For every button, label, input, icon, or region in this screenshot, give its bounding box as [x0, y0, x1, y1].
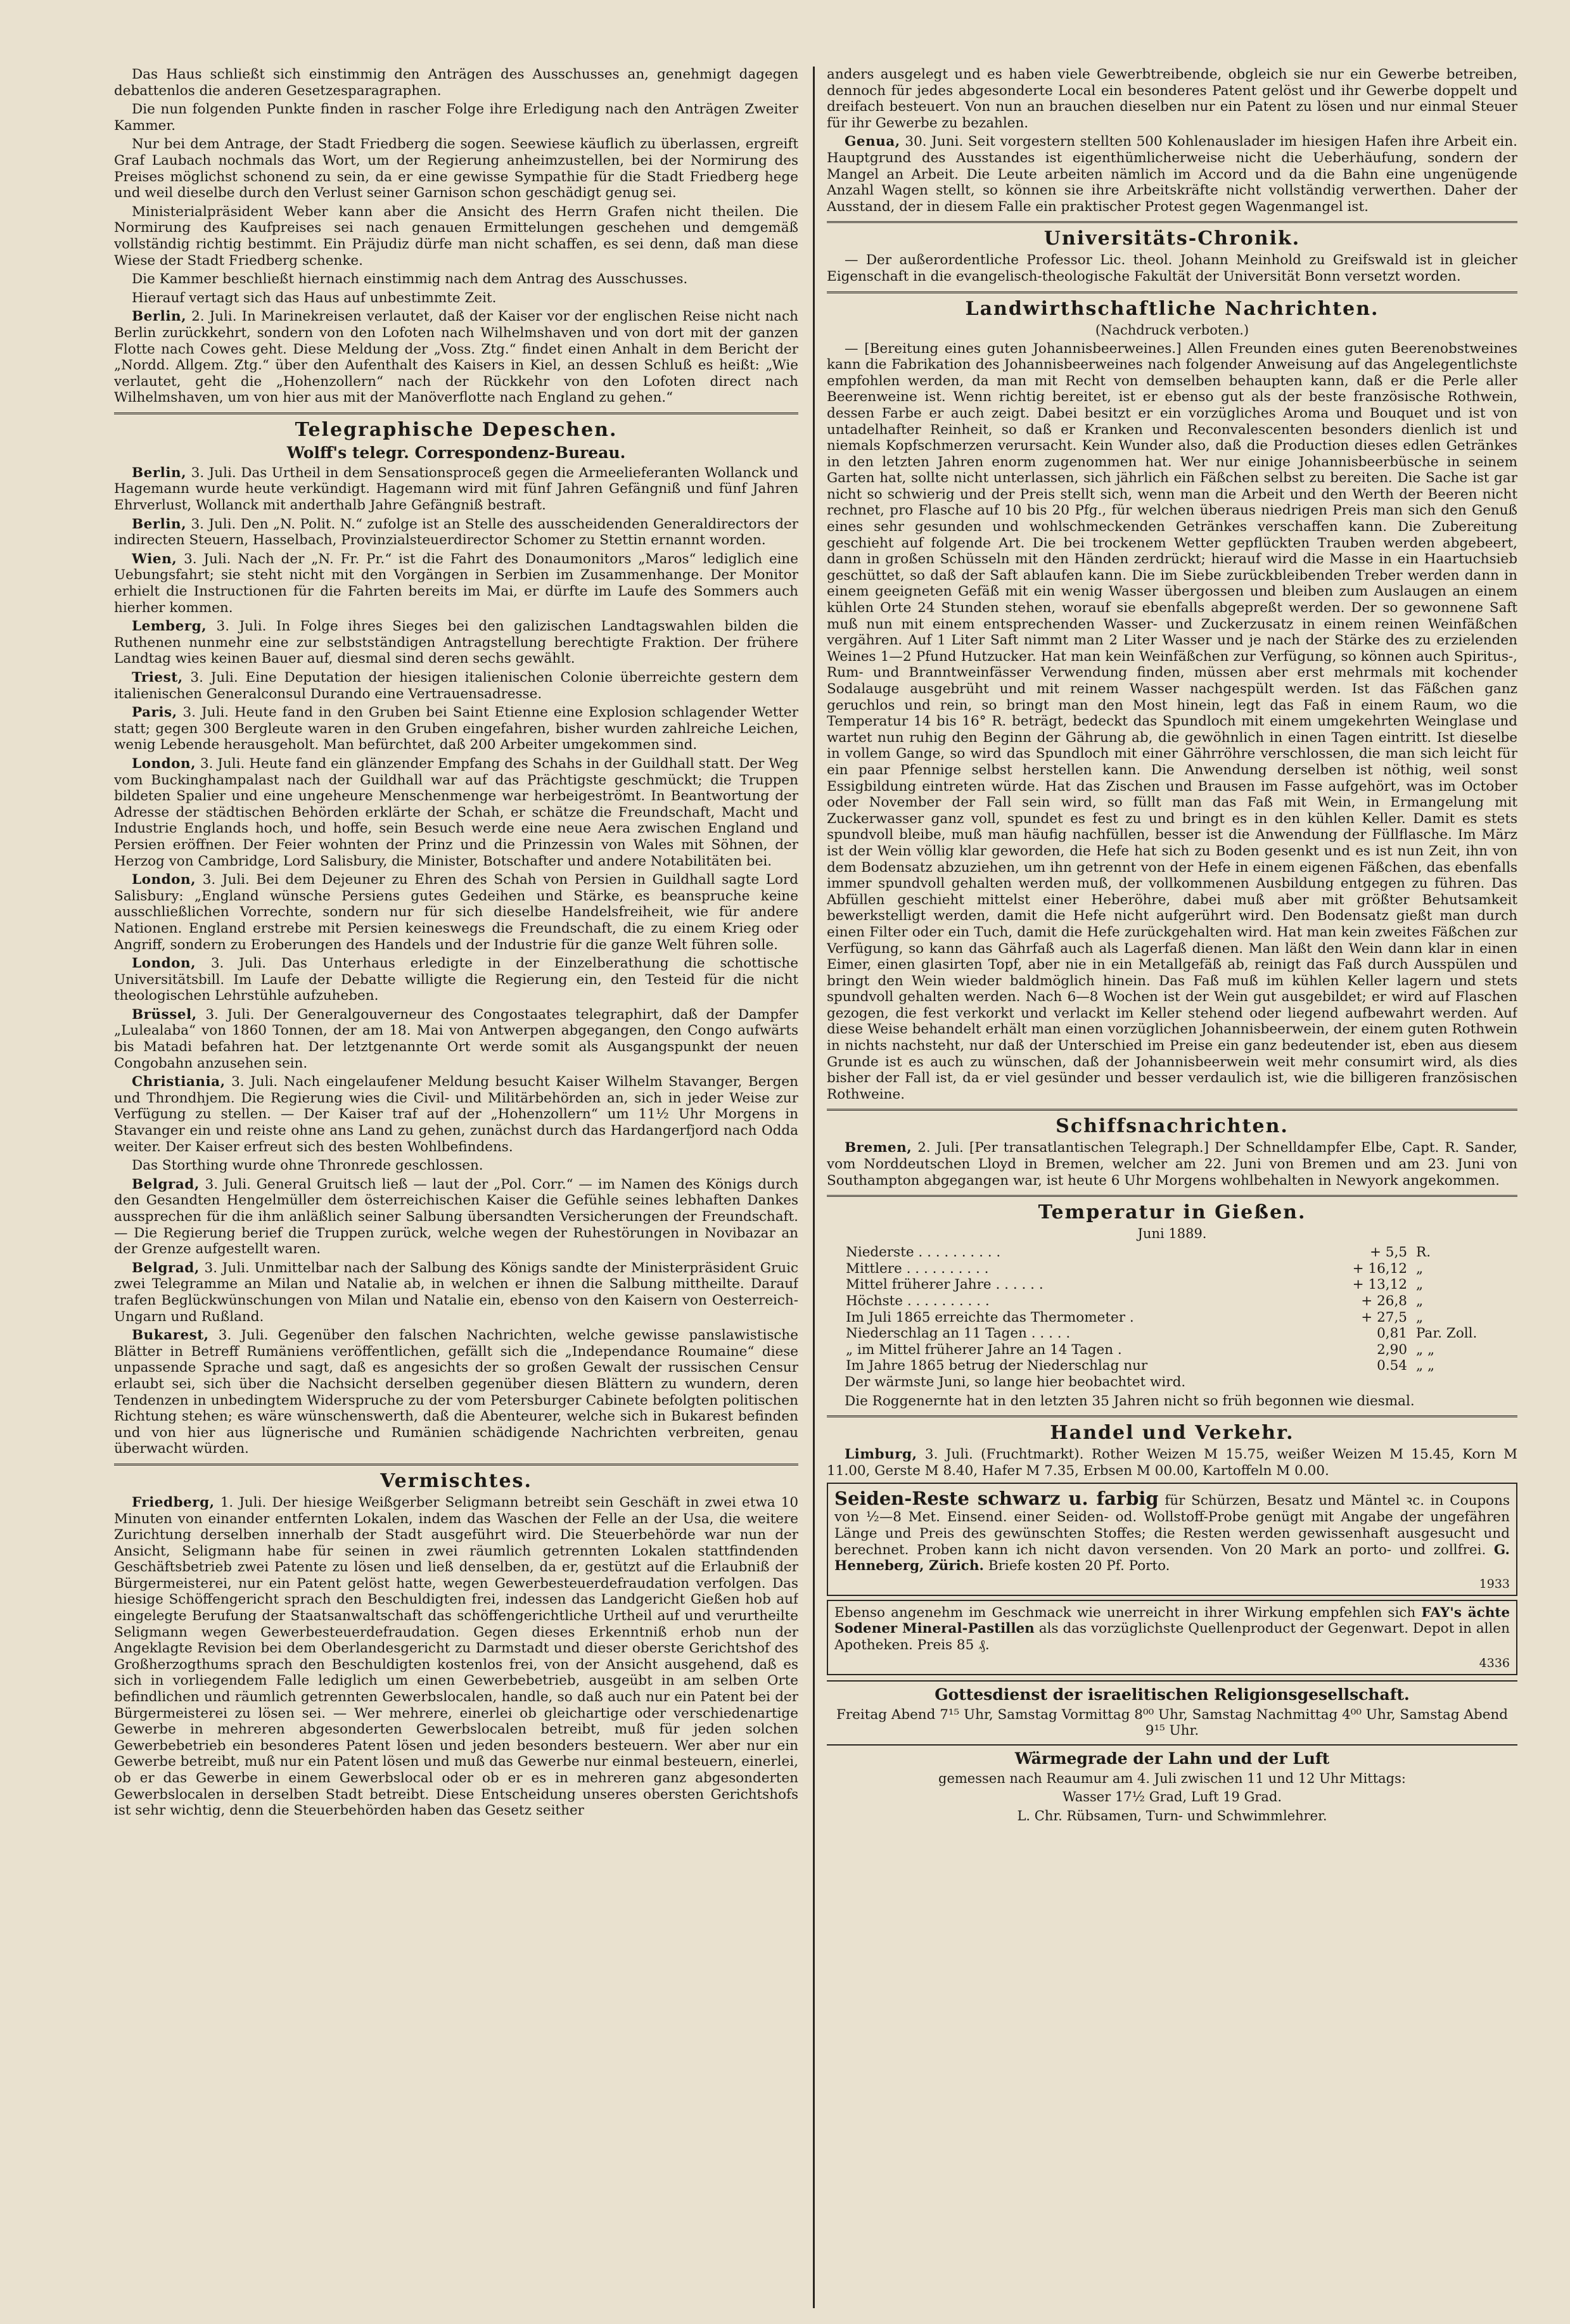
left-column	[114, 67, 798, 2308]
article-text: 3. Juli. In Folge ihres Sieges bei den galizischen Landtagswahlen bilden die Ruthenen nunmehr eine zur selbstständigen Antragstellung berechtigte Fraktion. Der frühere Landtag wies keinen Bauer auf, diesmal sind deren sechs gewählt.	[114, 618, 798, 667]
telegram	[114, 1158, 798, 1174]
column-rule	[813, 67, 815, 2308]
handel-heading: Handel und Verkehr.	[1050, 1422, 1294, 1445]
temperature-value: 0.54	[1377, 1358, 1407, 1374]
dateline: London,	[132, 872, 196, 888]
article-text: 3. Juli. General Gruitsch ließ — laut der „Pol. Corr.“ — im Namen des Königs durch den Gesandten Hengelmüller dem österreichischen Kaiser die Gefühle seines lebhaften Dankes aussprechen für die ihm anläßlich seiner Salbung übersandten Versicherungen der Freundschaft. — Die Regierung berief die Truppen zurück, welche wegen der Ruhestörungen in Novibazar an der Grenze aufgestellt waren.	[114, 1176, 798, 1258]
temperature-value: + 27,5	[1361, 1309, 1407, 1325]
intro-paragraph-1: Das Haus schließt sich einstimmig den Anträgen des Ausschusses an, genehmigt dagegen debattenlos die anderen Gesetzesparagraphen.	[114, 67, 798, 99]
article-text: 3. Juli. Bei dem Dejeuner zu Ehren des Schah von Persien in Guildhall sagte Lord Salisbury: „England wünsche Persiens gutes Gedeihen und Stärke, es beanspruche keine ausschließlichen Vorrechte, sondern nur für sich dieselbe Handelsfreiheit, wie für andere Nationen. England erstrebe mit Persien keineswegs die Freundschaft, die zu einem Krieg oder Angriff, sondern zu Eroberungen des Handels und der Industrie für die ganze Welt führen solle.	[114, 872, 798, 953]
article-text: 1. Juli. Der hiesige Weißgerber Seligmann betreibt sein Geschäft in zwei etwa 10 Minuten von einander entfernten Lokalen, indem das Waschen der Felle an der Usa, die weitere Zurichtung derselben innerhalb der Stadt ausgeführt wird. Die Steuerbehörde war nun der Ansicht, Seligmann habe für seinen in zwei räumlich getrennten Lokalen stattfindenden Geschäftsbetrieb zwei Patente zu lösen und ließ denselben, da er, gestützt auf die Erlaubniß der Bürgermeisterei, nur ein Patent gelöst hatte, wegen Gewerbesteuerdefraudation verfolgen. Das hiesige Schöffengericht sprach den Beschuldigten frei, indessen das Landgericht Gießen hob auf eingelegte Berufung der Staatsanwaltschaft das schöffengerichtliche Urtheil auf und verurtheilte Seligmann wegen Gewerbesteuerdefraudation. Gegen dieses Erkenntniß erhob nun der Angeklagte Revision bei dem Oberlandesgericht zu Darmstadt und dieser oberste Gerichtshof des Großherzogthums sprach den Beschuldigten kostenlos frei, von der Ansicht ausgehend, daß es sich in vorliegendem Falle lediglich um einen Gewerbebetrieb, ausgeübt in am selben Orte befindlichen und räumlich getrennten Gewerbslocalen, handle, so daß auch nur ein Patent bei der Bürgermeisterei zu lösen sei. — Wer mehrere, einerlei ob gleichartige oder verschiedenartige Gewerbe in mehreren abgesonderten Gewerbslocalen betreibt, muß für jeden solchen Gewerbebetrieb ein besonderes Patent lösen und jeden besonders besteuern. Wer aber nur ein Gewerbe betreibt, muß nur ein Patent lösen und muß das Gewerbe nur einmal besteuern, einerlei, ob er das Gewerbe in einem Gewerbslocal oder ob er es in mehreren ganz abgesonderten Gewerbslocalen in derselben Stadt betreibt. Diese Entscheidung unseres obersten Gerichtshofs ist sehr wichtig, denn die Steuerbehörden haben das Gesetz seither	[114, 1494, 798, 1819]
temperature-value: + 5,5	[1369, 1244, 1407, 1261]
temperature-label: Mittel früherer Jahre . . . . . .	[846, 1277, 1043, 1293]
gottesdienst-text: Freitag Abend 7¹⁵ Uhr, Samstag Vormittag 8⁰⁰ Uhr, Samstag Nachmittag 4⁰⁰ Uhr, Samstag Abend 9¹⁵ Uhr.	[836, 1706, 1509, 1739]
dateline: Berlin,	[132, 464, 187, 481]
temperature-unit: „	[1416, 1293, 1424, 1309]
intro-paragraph-3: Nur bei dem Antrage, der Stadt Friedberg die sogen. Seewiese käuflich zu überlassen, ergreift Graf Laubach nochmals das Wort, um der Regierung anheimzustellen, bei der Normirung des Preises möglichst schonend zu sein, da er eine gewisse Sympathie für die Stadt Friedberg hege und weil dieselbe durch den Verlust seiner Garnison schon geschädigt genug sei.	[114, 136, 798, 201]
telegram	[114, 618, 798, 667]
article-text: 3. Juli. Nach der „N. Fr. Pr.“ ist die Fahrt des Donaumonitors „Maros“ lediglich eine Uebungsfahrt; sie steht nicht mit den Vorgängen in Serbien im Zusammenhange. Der Monitor erhielt die Instructionen für die Fahrten bereits im Mai, er dürfte im Laufe des Sommers auch hierher kommen.	[114, 551, 798, 616]
telegraph-subheading: Wolff's telegr. Correspondenz-Bureau.	[286, 443, 626, 462]
dateline: Lemberg,	[132, 618, 207, 635]
dateline: London,	[132, 755, 196, 772]
section-divider	[114, 412, 798, 414]
section-divider	[827, 1744, 1517, 1746]
temperature-row	[827, 1261, 1517, 1277]
temperature-label: Im Jahre 1865 betrug der Niederschlag nur	[846, 1358, 1148, 1374]
waerme-line: Wasser 17½ Grad, Luft 19 Grad.	[1062, 1789, 1282, 1805]
article-text: 2. Juli. In Marinekreisen verlautet, daß der Kaiser vor der englischen Reise nicht nach Berlin zurückkehrt, sondern von den Lofoten nach Wilhelmshaven und von dort mit der ganzen Flotte nach Cowes geht. Diese Meldung der „Voss. Ztg.“ findet einen Anhalt in dem Bericht der „Nordd. Allgem. Ztg.“ über den Aufenthalt des Kaisers in Kiel, an dessen Schluß es heißt: „Wie verlautet, geht die „Hohenzollern“ nach der Rückkehr von den Lofoten direct nach Wilhelmshaven, um von hier aus mit der Manöverflotte nach England zu gehen.“	[114, 309, 798, 406]
section-divider	[827, 291, 1517, 293]
ad-brand: FAY's ächte Sodener Mineral-Pastillen	[834, 1604, 1510, 1637]
article-text: 3. Juli. Der Generalgouverneur des Congostaates telegraphirt, daß der Dampfer „Lulealaba“ von 1860 Tonnen, der am 18. Mai von Antwerpen abgegangen, den Congo aufwärts bis Matadi befahren hat. Der letztgenannte Ort werde somit als Ausgangspunkt der neuen Congobahn anzusehen sein.	[114, 1006, 798, 1071]
temperature-unit: „	[1416, 1277, 1424, 1293]
article-text: 3. Juli. Unmittelbar nach der Salbung des Königs sandte der Ministerpräsident Gruic zwei Telegramme an Milan und Natalie ab, in welchen er ihnen die Salbung mittheilte. Darauf trafen Beglückwünschungen von Milan und Natalie ein, ebenso von den Kaisern von Oesterreich-Ungarn und Rußland.	[114, 1260, 798, 1325]
schiffs-heading: Schiffsnachrichten.	[1056, 1115, 1289, 1138]
article-text: 3. Juli. Nach eingelaufener Meldung besucht Kaiser Wilhelm Stavanger, Bergen und Throndhjem. Die Regierung wies die Civil- und Militärbehörden an, sich in jeder Weise zur Verfügung zu stellen. — Der Kaiser traf auf der „Hohenzollern“ um 11½ Uhr Morgens in Stavanger ein und reiste ohne ans Land zu gehen, zunächst durch das Hardangerfjord nach Odda weiter. Der Kaiser erfreut sich des besten Wohlbefindens.	[114, 1074, 798, 1155]
temperature-value: + 16,12	[1352, 1260, 1407, 1277]
dateline: Berlin,	[132, 309, 187, 325]
right-column	[827, 67, 1517, 2308]
dateline: Brüssel,	[132, 1006, 197, 1023]
article-text: 30. Juni. Seit vorgestern stellten 500 Kohlenauslader im hiesigen Hafen ihre Arbeit ein. Hauptgrund des Ausstandes ist eigenthümlicherweise nicht die Ueberhäufung, sondern der Mangel an Arbeit. Die Leute arbeiten nämlich im Accord und da die Bahn eine ungenügende Anzahl Wagen stellt, so können sie ihre Arbeitskräfte nicht vollständig verwerthen. Daher der Ausstand, der in diesem Falle ein praktischer Protest gegen Wagenmangel ist.	[827, 134, 1517, 215]
dateline: Belgrad,	[132, 1260, 200, 1276]
temperature-note: Die Roggenernte hat in den letzten 35 Jahren nicht so früh begonnen wie diesmal.	[845, 1393, 1415, 1409]
temperature-unit: „ „	[1416, 1358, 1435, 1374]
intro-paragraph-2: Die nun folgenden Punkte finden in rascher Folge ihre Erledigung nach den Anträgen Zweiter Kammer.	[114, 101, 798, 134]
ad-number: 4336	[1479, 1656, 1510, 1670]
telegraph-heading: Telegraphische Depeschen.	[295, 418, 618, 441]
temperature-row	[827, 1358, 1517, 1374]
section-divider	[827, 1680, 1517, 1682]
telegram	[114, 955, 798, 1004]
landwirth-text: — [Bereitung eines guten Johannisbeerweines.] Allen Freunden eines guten Beerenobstweines kann die Fabrikation des Johannisbeerweines nach folgender Anweisung auf das Angelegentlichste empfohlen werden, da man mit Recht von demselben behaupten kann, daß er die Perle aller Beerenweine ist. Wenn richtig bereitet, ist er ebenso gut als der beste französische Rothwein, dessen Farbe er auch zeigt. Dabei besitzt er ein vorzügliches Aroma und Bouquet und ist von untadelhafter Reinheit, so daß er Kranken und Reconvalescenten besonders dienlich ist und niemals Kopfschmerzen verursacht. Kein Wunder also, daß die Production dieses edlen Getränkes in den letzten Jahren enorm zugenommen hat. Wer nur einige Johannisbeerbüsche in seinem Garten hat, sollte nicht unterlassen, sich jährlich ein Fäßchen selbst zu bereiten. Die Sache ist gar nicht so schwierig und der Preis stellt sich, wenn man die Arbeit und den Werth der Beeren nicht rechnet, pro Flasche auf 10 bis 20 Pfg., für welchen überaus niedrigen Preis man sich den Genuß eines sehr gesunden und wohlschmeckenden Getränkes verschaffen kann. Die Zubereitung geschieht auf folgende Art. Die bei trockenem Wetter gepflückten Trauben werden abgebeert, dann in großen Schüsseln mit den Händen zerdrückt; hierauf wird die Masse in ein Haartuchsieb geschüttet, so daß der Saft ablaufen kann. Die im Siebe zurückbleibenden Treber werden dann in einem geeigneten Gefäß mit ein wenig Wasser übergossen und bleiben zum Auslaugen an einem kühlen Orte 24 Stunden stehen, worauf sie ebenfalls abgepreßt werden. Der so gewonnene Saft muß nun mit einem entsprechenden Wasser- und Zuckerzusatz in einem reinen Weinfäßchen vergähren. Auf 1 Liter Saft nimmt man 2 Liter Wasser und je nach der Stärke des zu erzielenden Weines 1—2 Pfund Hutzucker. Hat man kein Weinfäßchen zur Verfügung, so können auch Spiritus-, Rum- und Branntweinfässer Verwendung finden, müssen aber erst mehrmals mit kochender Sodalauge ausgebrüht und mit reinem Wasser nachgespült werden. Ist das Fäßchen ganz geruchlos und rein, so bringt man den Most hinein, legt das Faß in einem Raum, wo die Temperatur 14 bis 16° R. beträgt, bedeckt das Spundloch mit einem umgekehrten Weinglase und wartet nun ruhig den Beginn der Gährung ab, die gewöhnlich in einen Tagen eintritt. Ist dieselbe in vollem Gange, so wird das Spundloch mit einer Gährröhre verschlossen, die man sich leicht für ein paar Pfennige selbst herstellen kann. Die Anwendung derselben ist nöthig, weil sonst Essigbildung eintreten würde. Hat das Zischen und Brausen im Fasse aufgehört, was im October oder November der Fall sein wird, so füllt man das Faß mit Wein, in Ermangelung mit Zuckerwasser ganz voll, spundet es fest zu und bringt es in den kühlen Keller. Damit es stets spundvoll bleibe, muß man häufig nachfüllen, besser ist die Anwendung der Füllflasche. Im März ist der Wein völlig klar geworden, die Hefe hat sich zu Boden gesenkt und es ist nun Zeit, ihn von dem Bodensatz abzuziehen, um ihn getrennt von der Hefe in einem eigenen Fäßchen, das ebenfalls immer spundvoll gehalten werden muß, der vollkommenen Ausbildung entgegen zu führen. Das Abfüllen geschieht mittelst einer Heberöhre, dabei muß aber mit größter Behutsamkeit bewerkstelligt werden, damit die Hefe nicht aufgerührt wird. Den Bodensatz gießt man durch einen Filter oder ein Tuch, damit die Hefe zurückgehalten wird. Hat man kein zweites Fäßchen zur Verfügung, so kann das Gährfaß auch als Lagerfaß dienen. Man läßt den Wein dann klar in einen Eimer, einen glasirten Topf, aber nie in ein Metallgefäß ab, reinigt das Faß durch Ausspülen und bringt den Wein wieder baldmöglich hinein. Das Faß muß im kühlen Keller lagern und stets spundvoll gehalten werden. Nach 6—8 Wochen ist der Wein gut ausgebildet; er wird auf Flaschen gezogen, die fest verkorkt und verlackt im Keller stehend oder liegend aufbewahrt werden. Auf diese Weise behandelt erhält man einen vorzüglichen Johannisbeerwein, der einem guten Rothwein in nichts nachsteht, nur daß der Unterschied im Preise ein ganz bedeutender ist, eben aus diesem Grunde ist es auch zu wünschen, daß der Johannisbeerwein weit mehr consumirt wird, als dies bisher der Fall ist, da er viel gesünder und besser verdaulich ist, wie die billigeren französischen Rothweine.	[827, 340, 1517, 1102]
temperature-heading: Temperatur in Gießen.	[1038, 1201, 1306, 1224]
landwirth-heading: Landwirthschaftliche Nachrichten.	[965, 297, 1379, 320]
temperature-row	[827, 1310, 1517, 1326]
dateline: Bremen,	[845, 1140, 912, 1156]
temperature-value: 2,90	[1377, 1341, 1407, 1358]
ad-body	[834, 1605, 1510, 1654]
genua-report	[827, 134, 1517, 215]
dateline: Wien,	[132, 551, 177, 567]
vermischtes-article	[114, 1495, 798, 1819]
dateline: Genua,	[845, 134, 900, 150]
ad-text: für Schürzen, Besatz und Mäntel ꝛc. in Coupons von ½—8 Met. Einsend. einer Seiden- od. Wollstoff-Probe genügt mit Angabe der ungefähren Länge und Preis des gewünschten Stoffes; die Resten werden gewissenhaft ausgesucht und berechnet. Proben kann ich nicht davon versenden. Von 20 Mark an porto- und zollfrei.	[834, 1493, 1510, 1558]
telegram	[114, 1007, 798, 1071]
temperature-row	[827, 1293, 1517, 1310]
ad-firm: G. Henneberg, Zürich.	[834, 1542, 1510, 1574]
ad-body	[834, 1488, 1510, 1574]
waerme-line: L. Chr. Rübsamen, Turn- und Schwimmlehrer.	[1017, 1808, 1327, 1823]
telegram	[114, 1177, 798, 1258]
advertisement-pastilles	[827, 1600, 1517, 1675]
article-text: 3. Juli. Eine Deputation der hiesigen italienischen Colonie überreichte gestern dem italienischen Generalconsul Durando eine Vertrauensadresse.	[114, 670, 798, 702]
article-text: 3. Juli. Das Urtheil in dem Sensationsproceß gegen die Armeelieferanten Wollanck und Hagemann wurde heute verkündigt. Hagemann wird mit fünf Jahren Gefängniß und fünf Jahren Ehrverlust, Wollanck mit anderthalb Jahre Gefängniß bestraft.	[114, 464, 798, 514]
article-text: 3. Juli. Heute fand ein glänzender Empfang des Schahs in der Guildhall statt. Der Weg vom Buckinghampalast nach der Guildhall war auf das Prächtigste geschmückt; die Truppen bildeten Spalier und eine ungeheure Menschenmenge war herbeigeströmt. In Beantwortung der Adresse der städtischen Behörden erklärte der Schah, er schätze die Freundschaft, Macht und Industrie Englands hoch, und hoffe, sein Besuch werde eine neue Aera zwischen England und Persien eröffnen. Der Feier wohnten der Prinz und die Prinzessin von Wales mit Söhnen, der Herzog von Cambridge, Lord Salisbury, die Minister, Botschafter und andere Notabilitäten bei.	[114, 755, 798, 869]
ad-title: Seiden-Reste schwarz u. farbig	[834, 1488, 1159, 1510]
article-text: Das Storthing wurde ohne Thronrede geschlossen.	[132, 1158, 483, 1174]
dateline: London,	[132, 955, 196, 972]
universitaet-text: — Der außerordentliche Professor Lic. theol. Johann Meinhold zu Greifswald ist in gleicher Eigenschaft in die evangelisch-theologische Fakultät der Universität Bonn versetzt worden.	[827, 252, 1517, 284]
dateline: Friedberg,	[132, 1494, 215, 1510]
telegram	[114, 872, 798, 953]
temperature-row	[827, 1325, 1517, 1342]
dateline: Triest,	[132, 670, 183, 686]
intro-paragraph-5: Die Kammer beschließt hiernach einstimmig nach dem Antrag des Ausschusses.	[132, 271, 688, 288]
temperature-row	[827, 1342, 1517, 1358]
ad-text: als das vorzüglichste Quellenproduct der Gegenwart. Depot in allen Apotheken. Preis 85 ₰.	[834, 1621, 1510, 1653]
vermischtes-heading: Vermischtes.	[380, 1469, 532, 1492]
article-text: 3. Juli. Gegenüber den falschen Nachrichten, welche gewisse panslawistische Blätter in Betreff Rumäniens veröffentlichen, gefällt sich die „Independance Roumaine“ diese unpassende Sprache und sagt, daß es angesichts der so großen Gewalt der russischen Censur erlaubt sei, sich über die Nachsicht derselben gegenüber diesen Blättern zu wundern, deren Tendenzen in unbedingtem Widerspruche zu der vom Petersburger Cabinete befolgten politischen Richtung stehen; es wäre wünschenswerth, daß die Abenteurer, welche sich in Bukarest befinden und von hier aus lügnerische und Rumänien schädigende Nachrichten verbreiten, genau überwacht würden.	[114, 1327, 798, 1457]
temperature-label: „ im Mittel früherer Jahre an 14 Tagen .	[846, 1341, 1122, 1358]
dateline: Limburg,	[845, 1446, 917, 1463]
temperature-label: Niederschlag an 11 Tagen . . . . .	[846, 1325, 1071, 1342]
telegram	[114, 551, 798, 616]
telegram	[114, 1327, 798, 1457]
temperature-unit: „	[1416, 1260, 1424, 1277]
temperature-note: Der wärmste Juni, so lange hier beobachtet wird.	[845, 1374, 1186, 1390]
article-text: 3. Juli. Das Unterhaus erledigte in der Einzelberathung die schottische Universitätsbill. Im Laufe der Debatte willigte die Regierung ein, den Testeid für die nicht theologischen Lehrstühle aufzuheben.	[114, 955, 798, 1004]
intro-paragraph-6: Hierauf vertagt sich das Haus auf unbestimmte Zeit.	[132, 290, 497, 306]
intro-paragraph-4: Ministerialpräsident Weber kann aber die Ansicht des Herrn Grafen nicht theilen. Die Normirung des Kaufpreises sei nach genauen Ermittelungen geschehen und demgemäß vollständig richtig bestimmt. Ein Präjudiz dürfe man nicht schaffen, es sei denn, daß man diese Wiese der Stadt Friedberg schenke.	[114, 203, 798, 269]
advertisement-silk	[827, 1483, 1517, 1595]
dateline: Paris,	[132, 705, 177, 721]
telegram	[114, 705, 798, 753]
section-divider	[827, 1109, 1517, 1111]
telegram	[114, 756, 798, 869]
waerme-heading: Wärmegrade der Lahn und der Luft	[1014, 1749, 1330, 1768]
handel-report	[827, 1446, 1517, 1479]
ad-postage: Briefe kosten 20 Pf. Porto.	[988, 1558, 1170, 1574]
section-divider	[827, 221, 1517, 223]
dateline: Christiania,	[132, 1074, 226, 1090]
berlin-report	[114, 309, 798, 406]
telegram	[114, 1260, 798, 1325]
temperature-value: 0,81	[1377, 1325, 1407, 1342]
temperature-value: + 26,8	[1361, 1293, 1407, 1309]
temperature-row	[827, 1244, 1517, 1261]
temperature-unit: „	[1416, 1309, 1424, 1325]
temperature-row	[827, 1277, 1517, 1293]
article-text: 3. Juli. (Fruchtmarkt). Rother Weizen M 15.75, weißer Weizen M 15.45, Korn M 11.00, Gerste M 8.40, Hafer M 7.35, Erbsen M 00.00, Kartoffeln M 0.00.	[827, 1446, 1517, 1479]
gottesdienst-heading: Gottesdienst der israelitischen Religionsgesellschaft.	[935, 1685, 1410, 1704]
telegram	[114, 465, 798, 514]
dateline: Berlin,	[132, 516, 187, 532]
ad-number: 1933	[1479, 1576, 1510, 1591]
universitaet-heading: Universitäts-Chronik.	[1043, 227, 1301, 250]
article-text: 2. Juli. [Per transatlantischen Telegraph.] Der Schnelldampfer Elbe, Capt. R. Sander, vom Norddeutschen Lloyd in Bremen, welcher am 22. Juni von Bremen und am 23. Juni von Southampton abgegangen war, ist heute 6 Uhr Morgens wohlbehalten in Newyork angekommen.	[827, 1140, 1517, 1189]
temperature-unit: „ „	[1416, 1341, 1435, 1358]
article-text: 3. Juli. Den „N. Polit. N.“ zufolge ist an Stelle des ausscheidenden Generaldirectors der indirecten Steuern, Hasselbach, Provinzialsteuerdirector Schomer zu Stettin ernannt worden.	[114, 516, 798, 549]
ad-text: Ebenso angenehm im Geschmack wie unerreicht in ihrer Wirkung empfehlen sich	[834, 1604, 1416, 1621]
telegram	[114, 1074, 798, 1155]
temperature-unit: R.	[1416, 1244, 1431, 1261]
temperature-value: + 13,12	[1352, 1277, 1407, 1293]
continuation-paragraph: anders ausgelegt und es haben viele Gewerbtreibende, obgleich sie nur ein Gewerbe betreiben, dennoch für jedes abgesonderte Local ein besonderes Patent gelöst und ihr Gewerbe doppelt und dreifach besteuert. Von nun an brauchen dieselben nur ein Patent zu lösen und nur einmal Steuer für ihr Gewerbe zu bezahlen.	[827, 67, 1517, 131]
schiffs-report	[827, 1140, 1517, 1189]
section-divider	[114, 1464, 798, 1465]
landwirth-subheading: (Nachdruck verboten.)	[1095, 322, 1249, 338]
temperature-subheading: Juni 1889.	[1137, 1226, 1207, 1242]
telegram	[114, 670, 798, 702]
dateline: Bukarest,	[132, 1327, 209, 1344]
section-divider	[827, 1415, 1517, 1417]
temperature-label: Höchste . . . . . . . . . .	[846, 1293, 990, 1309]
temperature-label: Im Juli 1865 erreichte das Thermometer .	[846, 1309, 1134, 1325]
waerme-line: gemessen nach Reaumur am 4. Juli zwischen 11 und 12 Uhr Mittags:	[938, 1770, 1406, 1786]
telegram	[114, 516, 798, 549]
temperature-label: Niederste . . . . . . . . . .	[846, 1244, 1001, 1261]
article-text: 3. Juli. Heute fand in den Gruben bei Saint Etienne eine Explosion schlagender Wetter statt; gegen 300 Bergleute waren in den Gruben eingefahren, bisher wurden zahlreiche Leichen, wenig Lebende herausgeholt. Man befürchtet, daß 200 Arbeiter umgekommen sind.	[114, 705, 798, 753]
temperature-label: Mittlere . . . . . . . . . .	[846, 1260, 989, 1277]
temperature-unit: Par. Zoll.	[1416, 1325, 1477, 1342]
section-divider	[827, 1195, 1517, 1197]
dateline: Belgrad,	[132, 1176, 200, 1192]
